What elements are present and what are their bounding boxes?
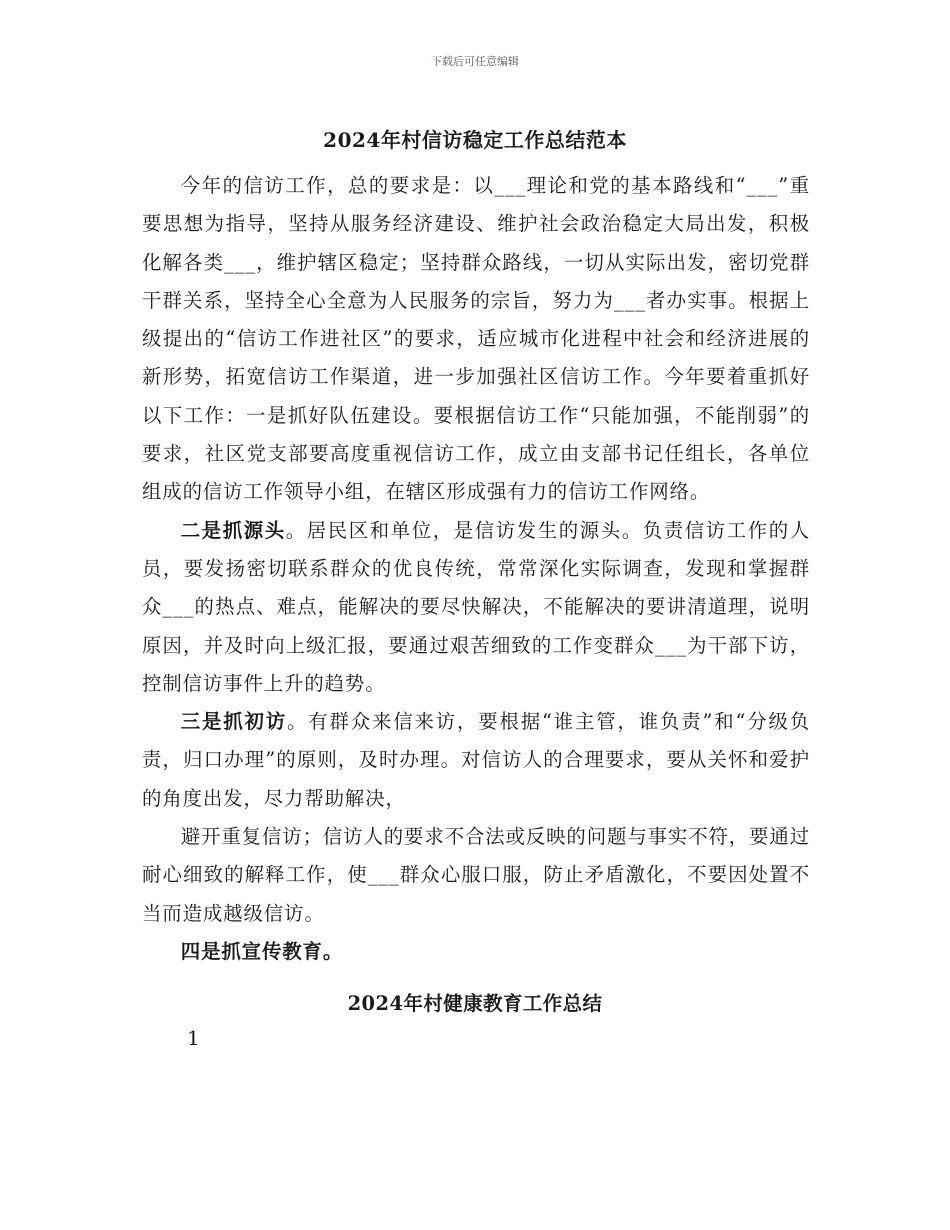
paragraph-publicity [142, 933, 810, 971]
document-title: 2024年村信访稳定工作总结范本 [323, 128, 627, 152]
document-body [142, 167, 810, 971]
page-header-note: 下载后可任意编辑 [431, 55, 519, 68]
paragraph-source: 二是抓源头。居民区和单位，是信访发生的源头。负责信访工作的人员，要发扬密切联系群众的优良传统，常常深化实际调查，发现和掌握群众___的热点、难点，能解决的要尽快解决，不能解决的要讲清道理，说明原因，并及时向上级汇报，要通过艰苦细致的工作变群众___为干部下访，控制信访事件上升的趋势。 [142, 518, 811, 695]
paragraph-lead: 二是抓源头 [180, 518, 286, 542]
paragraph-lead: 四是抓宣传教育。 [180, 939, 344, 963]
paragraph-initial-visit: 三是抓初访。有群众来信来访，要根据“谁主管，谁负责”和“分级负责，归口办理”的原则，及时办理。对信访人的合理要求，要从关怀和爱护的角度出发，尽力帮助解决， [142, 710, 811, 810]
paragraph-avoid-repeat: 避开重复信访；信访人的要求不合法或反映的问题与事实不符，要通过耐心细致的解释工作，使___群众心服口服，防止矛盾激化，不要因处置不当而造成越级信访。 [142, 825, 810, 925]
paragraph-intro: 今年的信访工作，总的要求是：以___理论和党的基本路线和“___”重要思想为指导，坚持从服务经济建设、维护社会政治稳定大局出发，积极化解各类___，维护辖区稳定；坚持群众路线，一切从实际出发，密切党群干群关系，坚持全心全意为人民服务的宗旨，努力为___者办实事。根据上级提出的“信访工作进社区”的要求，适应城市化进程中社会和经济进展的新形势，拓宽信访工作渠道，进一步加强社区信访工作。今年要着重抓好以下工作：一是抓好队伍建设。要根据信访工作“只能加强，不能削弱”的要求，社区党支部要高度重视信访工作，成立由支部书记任组长，各单位组成的信访工作领导小组，在辖区形成强有力的信访工作网络。 [142, 174, 810, 504]
second-document-title: 2024年村健康教育工作总结 [347, 992, 603, 1015]
paragraph-lead: 三是抓初访 [180, 710, 288, 734]
page-number: 1 [187, 1026, 200, 1050]
